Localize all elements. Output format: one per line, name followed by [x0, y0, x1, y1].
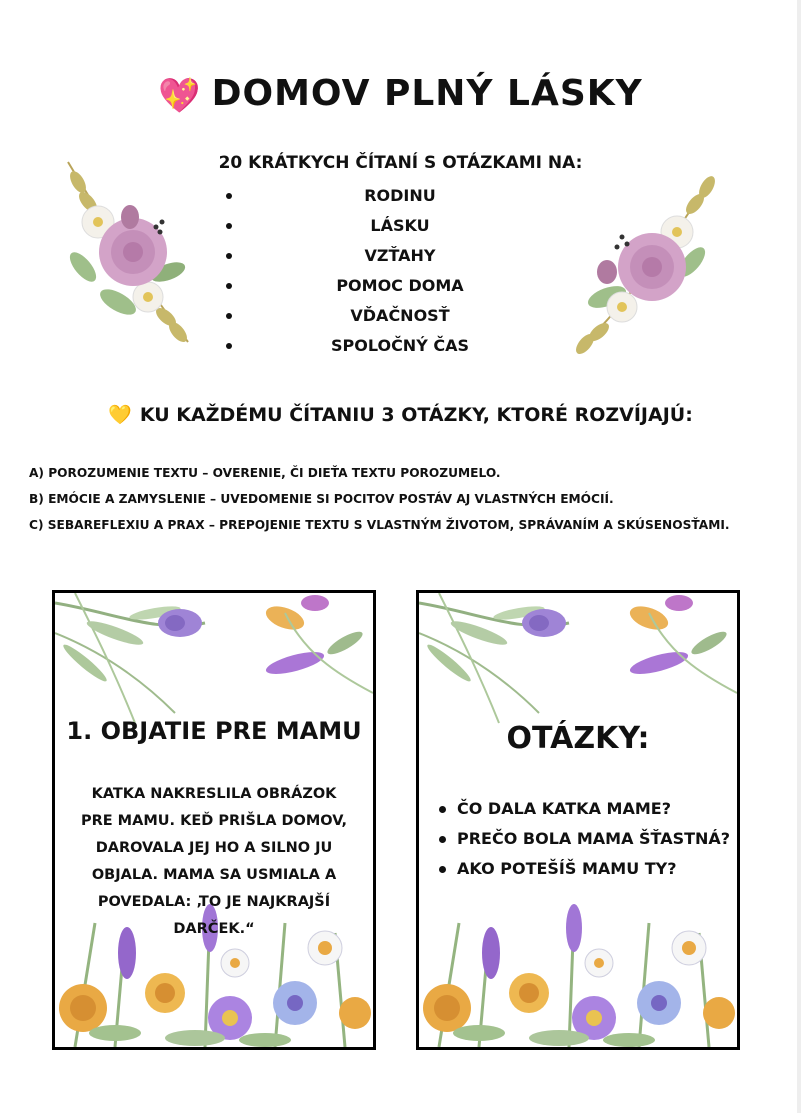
goal-item: B) EMÓCIE A ZAMYSLENIE – UVEDOMENIE SI POCITOV POSTÁV AJ VLASTNÝCH EMÓCIÍ.	[29, 492, 614, 506]
question-text: PREČO BOLA MAMA ŠŤASTNÁ?	[457, 829, 731, 848]
topic-label: SPOLOČNÝ ČAS	[330, 336, 469, 355]
topic-label: VZŤAHY	[364, 246, 436, 265]
story-text: KATKA NAKRESLILA OBRÁZOK PRE MAMU. KEĎ PRIŠLA DOMOV, DAROVALA JEJ HO A SILNO JU OBJALA. MAMA SA USMIALA A POVEDALA: ‚TO JE NAJKRAJŠÍ DARČEK.“	[80, 786, 348, 937]
list-item	[220, 211, 580, 241]
story-card	[52, 590, 376, 1050]
question-text: ČO DALA KATKA MAME?	[457, 799, 671, 818]
bullet-icon	[226, 193, 232, 199]
list-item	[439, 824, 729, 854]
goals-list	[29, 460, 789, 538]
list-item	[220, 331, 580, 361]
intro-heading	[0, 400, 801, 430]
bullet-icon	[226, 253, 232, 259]
bullet-icon	[226, 313, 232, 319]
bullet-icon	[226, 283, 232, 289]
question-text: AKO POTEŠÍŠ MAMU TY?	[457, 859, 677, 878]
topic-label: LÁSKU	[370, 216, 430, 235]
subtitle: 20 KRÁTKYCH ČÍTANÍ S OTÁZKAMI NA:	[218, 153, 583, 173]
topic-label: POMOC DOMA	[336, 276, 464, 295]
list-item	[220, 271, 580, 301]
goal-item: C) SEBAREFLEXIU A PRAX – PREPOJENIE TEXTU S VLASTNÝM ŽIVOTOM, SPRÁVANÍM A SKÚSENOSŤAMI.	[29, 518, 730, 532]
story-title: 1. OBJATIE PRE MAMU	[66, 717, 362, 745]
bullet-icon	[226, 343, 232, 349]
topic-list	[220, 181, 580, 361]
page-title-text: DOMOV PLNÝ LÁSKY	[211, 73, 643, 114]
list-item	[220, 181, 580, 211]
page-title	[0, 62, 801, 128]
goal-item: A) POROZUMENIE TEXTU – OVERENIE, ČI DIEŤA TEXTU POROZUMELO.	[29, 466, 501, 480]
list-item	[439, 794, 729, 824]
questions-card	[416, 590, 740, 1050]
questions-title: OTÁZKY:	[506, 721, 650, 756]
topic-label: VĎAČNOSŤ	[350, 306, 450, 325]
intro-text: KU KAŽDÉMU ČÍTANIU 3 OTÁZKY, KTORÉ ROZVÍJAJÚ:	[139, 404, 693, 426]
topic-label: RODINU	[364, 186, 436, 205]
bullet-icon	[439, 836, 446, 843]
sparkling-heart-icon: 💖	[158, 76, 202, 116]
list-item	[220, 241, 580, 271]
right-flower-bouquet	[567, 172, 722, 362]
bullet-icon	[226, 223, 232, 229]
bullet-icon	[439, 866, 446, 873]
yellow-heart-icon: 💛	[108, 404, 132, 426]
list-item	[439, 854, 729, 884]
left-flower-bouquet	[58, 152, 208, 352]
list-item	[220, 301, 580, 331]
question-list	[439, 794, 729, 884]
bullet-icon	[439, 806, 446, 813]
